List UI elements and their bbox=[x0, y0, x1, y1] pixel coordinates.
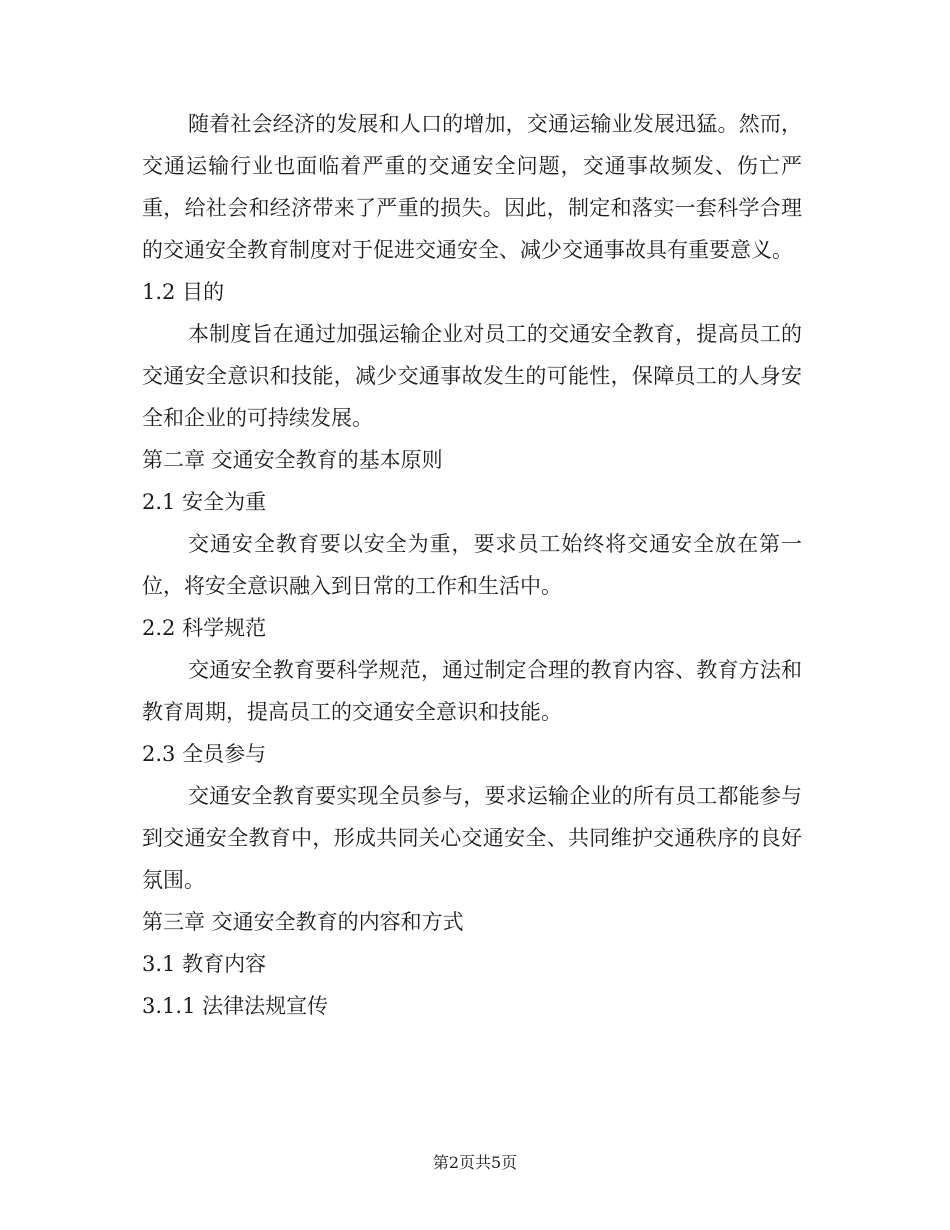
section-heading-3-1: 3.1 教育内容 bbox=[142, 952, 267, 976]
section-heading-2-2: 2.2 科学规范 bbox=[142, 616, 267, 640]
chapter-heading-2: 第二章 交通安全教育的基本原则 bbox=[142, 448, 443, 472]
paragraph-safety-first: 交通安全教育要以安全为重，要求员工始终将交通安全放在第一位，将安全意识融入到日常的工作和生活中。 bbox=[142, 532, 802, 598]
paragraph-scientific: 交通安全教育要科学规范，通过制定合理的教育内容、教育方法和教育周期，提高员工的交通安全意识和技能。 bbox=[142, 658, 802, 724]
section-heading-1-2: 1.2 目的 bbox=[142, 280, 225, 304]
paragraph-purpose: 本制度旨在通过加强运输企业对员工的交通安全教育，提高员工的交通安全意识和技能，减少交通事故发生的可能性，保障员工的人身安全和企业的可持续发展。 bbox=[142, 322, 802, 430]
paragraph-participation: 交通安全教育要实现全员参与，要求运输企业的所有员工都能参与到交通安全教育中，形成共同关心交通安全、共同维护交通秩序的良好氛围。 bbox=[142, 784, 802, 892]
document-body bbox=[142, 103, 802, 1027]
chapter-heading-3: 第三章 交通安全教育的内容和方式 bbox=[142, 910, 464, 934]
paragraph-background: 随着社会经济的发展和人口的增加，交通运输业发展迅猛。然而，交通运输行业也面临着严重的交通安全问题，交通事故频发、伤亡严重，给社会和经济带来了严重的损失。因此，制定和落实一套科学合理的交通安全教育制度对于促进交通安全、减少交通事故具有重要意义。 bbox=[142, 112, 802, 262]
section-heading-3-1-1: 3.1.1 法律法规宣传 bbox=[142, 994, 329, 1018]
page-number-footer: 第2页共5页 bbox=[432, 1153, 518, 1172]
section-heading-2-1: 2.1 安全为重 bbox=[142, 490, 267, 514]
section-heading-2-3: 2.3 全员参与 bbox=[142, 742, 267, 766]
